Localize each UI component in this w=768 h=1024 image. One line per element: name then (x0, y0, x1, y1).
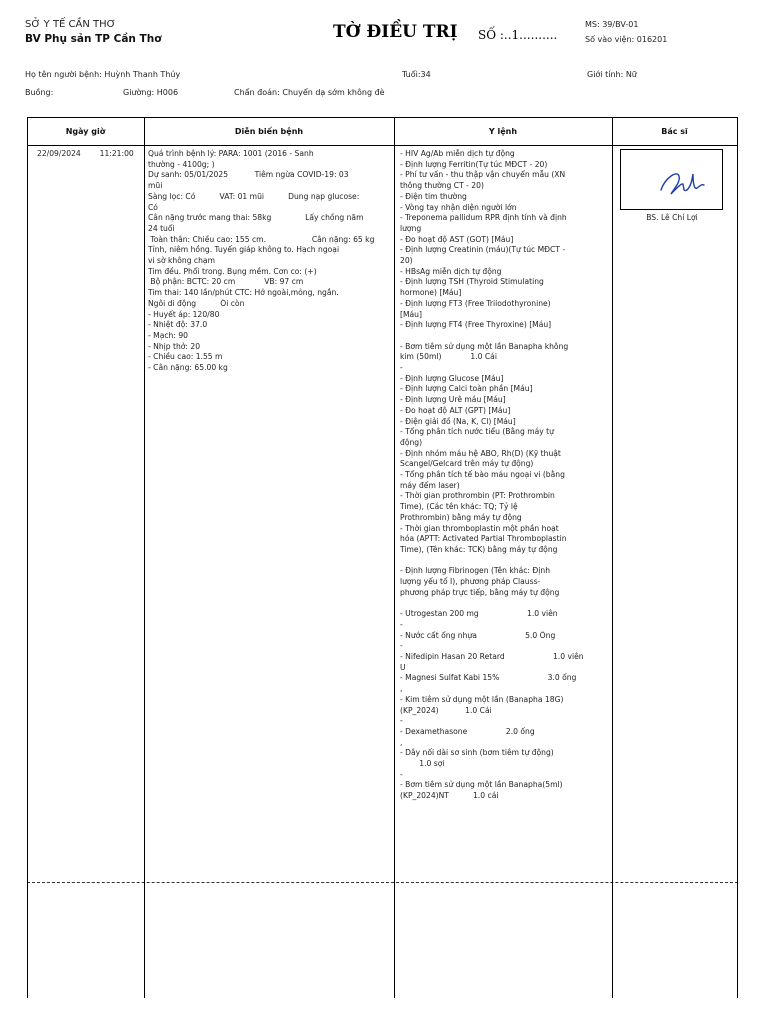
order-line: Time), (Tên khác: TCK) bằng máy tự động (400, 545, 558, 554)
order-line: - Định lượng Creatinin (máu)(Tự túc MĐCT - (400, 245, 566, 255)
column-border (144, 117, 145, 998)
progress-line: mũi (148, 181, 163, 191)
order-line: - Bơm tiêm sử dụng một lần Banapha(5ml) (400, 780, 563, 790)
order-line: Prothrombin) bằng máy tự động (400, 512, 522, 522)
order-line: 20) (400, 256, 413, 266)
column-border (612, 117, 613, 998)
order-line: - Phí tư vấn - thu thập vận chuyển mẫu (XN (400, 170, 566, 180)
progress-line: Bộ phận: BCTC: 20 cm VB: 97 cm (148, 277, 304, 287)
progress-line: - Mạch: 90 (148, 330, 188, 340)
order-line: kim (50ml) 1.0 Cái (400, 352, 497, 362)
order-line: - Tổng phân tích nước tiểu (Bằng máy tự (400, 427, 554, 437)
order-line: - Thời gian thromboplastin một phần hoạt (400, 523, 559, 533)
order-line: - Nước cất ống nhựa 5.0 Ống (400, 630, 556, 640)
order-line: phương pháp trực tiếp, bằng máy tự động (400, 587, 560, 597)
order-line: hóa (APTT: Activated Partial Thromboplastin (400, 534, 567, 544)
order-line: 1.0 sợi (400, 759, 445, 769)
order-line: - Thời gian prothrombin (PT: Prothrombin (400, 491, 555, 501)
order-line: - Treponema pallidum RPR định tính và định (400, 213, 567, 223)
order-line: - Định lượng TSH (Thyroid Stimulating (400, 277, 544, 287)
order-line: Scangel/Gelcard trên máy tự động) (400, 459, 534, 469)
order-line: - Định lượng Calci toàn phần [Máu] (400, 384, 533, 394)
order-line: Time), (Các tên khác: TQ; Tỷ lệ (400, 502, 518, 512)
progress-notes (148, 149, 390, 374)
order-line: (KP_2024)NT 1.0 cái (400, 791, 499, 801)
admission-number: Số vào viện: 016201 (585, 35, 668, 44)
order-line: - Điện giải đồ (Na, K, Cl) [Máu] (400, 416, 516, 426)
progress-line: Dự sanh: 05/01/2025 Tiêm ngừa COVID-19: 03 (148, 170, 349, 180)
progress-line: Ngôi di động Ối còn (148, 298, 245, 308)
order-line: - (400, 619, 403, 629)
column-header-doctor: Bác sĩ (661, 127, 688, 136)
progress-line: Toàn thân: Chiều cao: 155 cm. Cân nặng: 65 kg (148, 234, 375, 244)
medical-orders (400, 149, 608, 802)
order-line: - Định lượng Urê máu [Máu] (400, 395, 506, 405)
progress-line: - Huyết áp: 120/80 (148, 309, 220, 319)
column-border (737, 117, 738, 998)
signature-scribble-icon (621, 150, 722, 209)
order-line: - Dây nối dài sơ sinh (bơm tiêm tự động) (400, 748, 554, 758)
progress-line: thường - 4100g; ) (148, 159, 215, 169)
row-separator (27, 882, 738, 883)
progress-line: - Chiều cao: 1.55 m (148, 352, 223, 362)
progress-line: 24 tuổi (148, 223, 175, 233)
order-line: - Dexamethasone 2.0 ống (400, 726, 535, 736)
order-line: thông thường CT - 20) (400, 181, 484, 191)
order-line: - Định lượng FT4 (Free Thyroxine) [Máu] (400, 320, 552, 330)
progress-line: Quá trình bệnh lý: PARA: 1001 (2016 - Sanh (148, 149, 314, 158)
order-line: - (400, 641, 403, 651)
document-title: TỜ ĐIỀU TRỊ (333, 22, 458, 42)
order-line: - Magnesi Sulfat Kabi 15% 3.0 ống (400, 673, 577, 683)
order-line: - Bơm tiêm sử dụng một lần Banapha không (400, 341, 569, 351)
column-header-datetime: Ngày giờ (65, 127, 106, 136)
progress-line: Cân nặng trước mang thai: 58kg Lấy chồng năm (148, 213, 364, 223)
progress-line: Tim thai: 140 lần/phút CTC: Hở ngoài,mỏng, ngắn. (148, 288, 339, 298)
progress-line: Có (148, 202, 158, 212)
patient-room: Buồng: (25, 88, 54, 97)
patient-bed: Giường: H006 (123, 88, 179, 97)
order-line: , (400, 737, 403, 747)
order-line: - Nifedipin Hasan 20 Retard 1.0 viên (400, 652, 584, 661)
progress-line: Tỉnh, niêm hồng. Tuyến giáp không to. Hạch ngoại (148, 245, 340, 255)
order-line: lượng (400, 223, 422, 233)
order-line: U (400, 662, 406, 672)
order-line (400, 556, 608, 567)
order-line: - (400, 363, 403, 373)
signature-box (620, 149, 723, 210)
order-line: - HBsAg miễn dịch tự động (400, 266, 502, 276)
column-header-progress: Diễn biến bệnh (234, 127, 304, 136)
order-line: máy đếm laser) (400, 480, 460, 490)
order-line: - Đo hoạt độ AST (GOT) [Máu] (400, 234, 514, 244)
entry-time: 11:21:00 (99, 149, 134, 158)
order-line: - Kim tiêm sử dụng một lần (Banapha 18G) (400, 694, 564, 704)
order-line: - Vòng tay nhận diện người lớn (400, 202, 517, 212)
order-line: - HIV Ag/Ab miễn dịch tự động (400, 149, 515, 158)
order-line: - Định lượng Fibrinogen (Tên khác: Định (400, 566, 551, 576)
doctor-name: BS. Lê Chí Lợi (646, 213, 698, 222)
order-line: (KP_2024) 1.0 Cái (400, 705, 492, 715)
order-line: - Định lượng FT3 (Free Triiodothyronine) (400, 298, 551, 308)
hospital-name: BV Phụ sản TP Cần Thơ (25, 33, 162, 45)
department-name: SỞ Y TẾ CẦN THƠ (25, 19, 116, 30)
order-line: - Đo hoạt độ ALT (GPT) [Máu] (400, 405, 511, 415)
progress-line: - Nhịp thở: 20 (148, 341, 201, 351)
progress-line: - Nhiệt độ: 37.0 (148, 320, 208, 330)
column-border (394, 117, 395, 998)
order-line: - Định nhóm máu hệ ABO, Rh(D) (Kỹ thuật (400, 448, 561, 458)
patient-gender: Giới tính: Nữ (587, 70, 637, 79)
patient-name: Họ tên người bệnh: Huỳnh Thanh Thúy (25, 70, 181, 79)
treatment-table (27, 117, 738, 998)
order-line: - Định lượng Ferritin(Tự túc MĐCT - 20) (400, 159, 548, 169)
patient-age: Tuổi:34 (402, 70, 431, 79)
order-line: [Máu] (400, 309, 422, 319)
order-line: , (400, 684, 403, 694)
entry-datetime (37, 149, 134, 160)
order-line: - (400, 716, 403, 726)
order-line: động) (400, 437, 423, 447)
diagnosis: Chẩn đoán: Chuyển dạ sớm không đè (234, 88, 385, 97)
progress-line: - Cân nặng: 65.00 kg (148, 363, 228, 373)
form-code: MS: 39/BV-01 (585, 20, 639, 29)
order-line: - Điện tim thường (400, 191, 467, 201)
order-line: - Định lượng Glucose [Máu] (400, 373, 504, 383)
order-line (400, 599, 608, 610)
progress-line: Sàng lọc: Có VAT: 01 mũi Dung nạp glucose: (148, 191, 360, 201)
sheet-number: SỐ :..1.......... (478, 28, 558, 42)
order-line: - (400, 769, 403, 779)
order-line: hormone) [Máu] (400, 288, 462, 298)
column-border (27, 117, 28, 998)
progress-line: vi sờ không chạm (148, 256, 215, 266)
order-line: - Utrogestan 200 mg 1.0 viên (400, 609, 558, 619)
column-header-orders: Y lệnh (488, 127, 518, 136)
progress-line: Tim đều. Phổi trong. Bụng mềm. Cơn co: (+) (148, 266, 317, 276)
order-line (400, 331, 608, 342)
order-line: lượng yếu tố I), phương pháp Clauss- (400, 577, 541, 587)
order-line: - Tổng phân tích tế bào máu ngoại vi (bằng (400, 470, 565, 480)
entry-date: 22/09/2024 (37, 149, 81, 158)
